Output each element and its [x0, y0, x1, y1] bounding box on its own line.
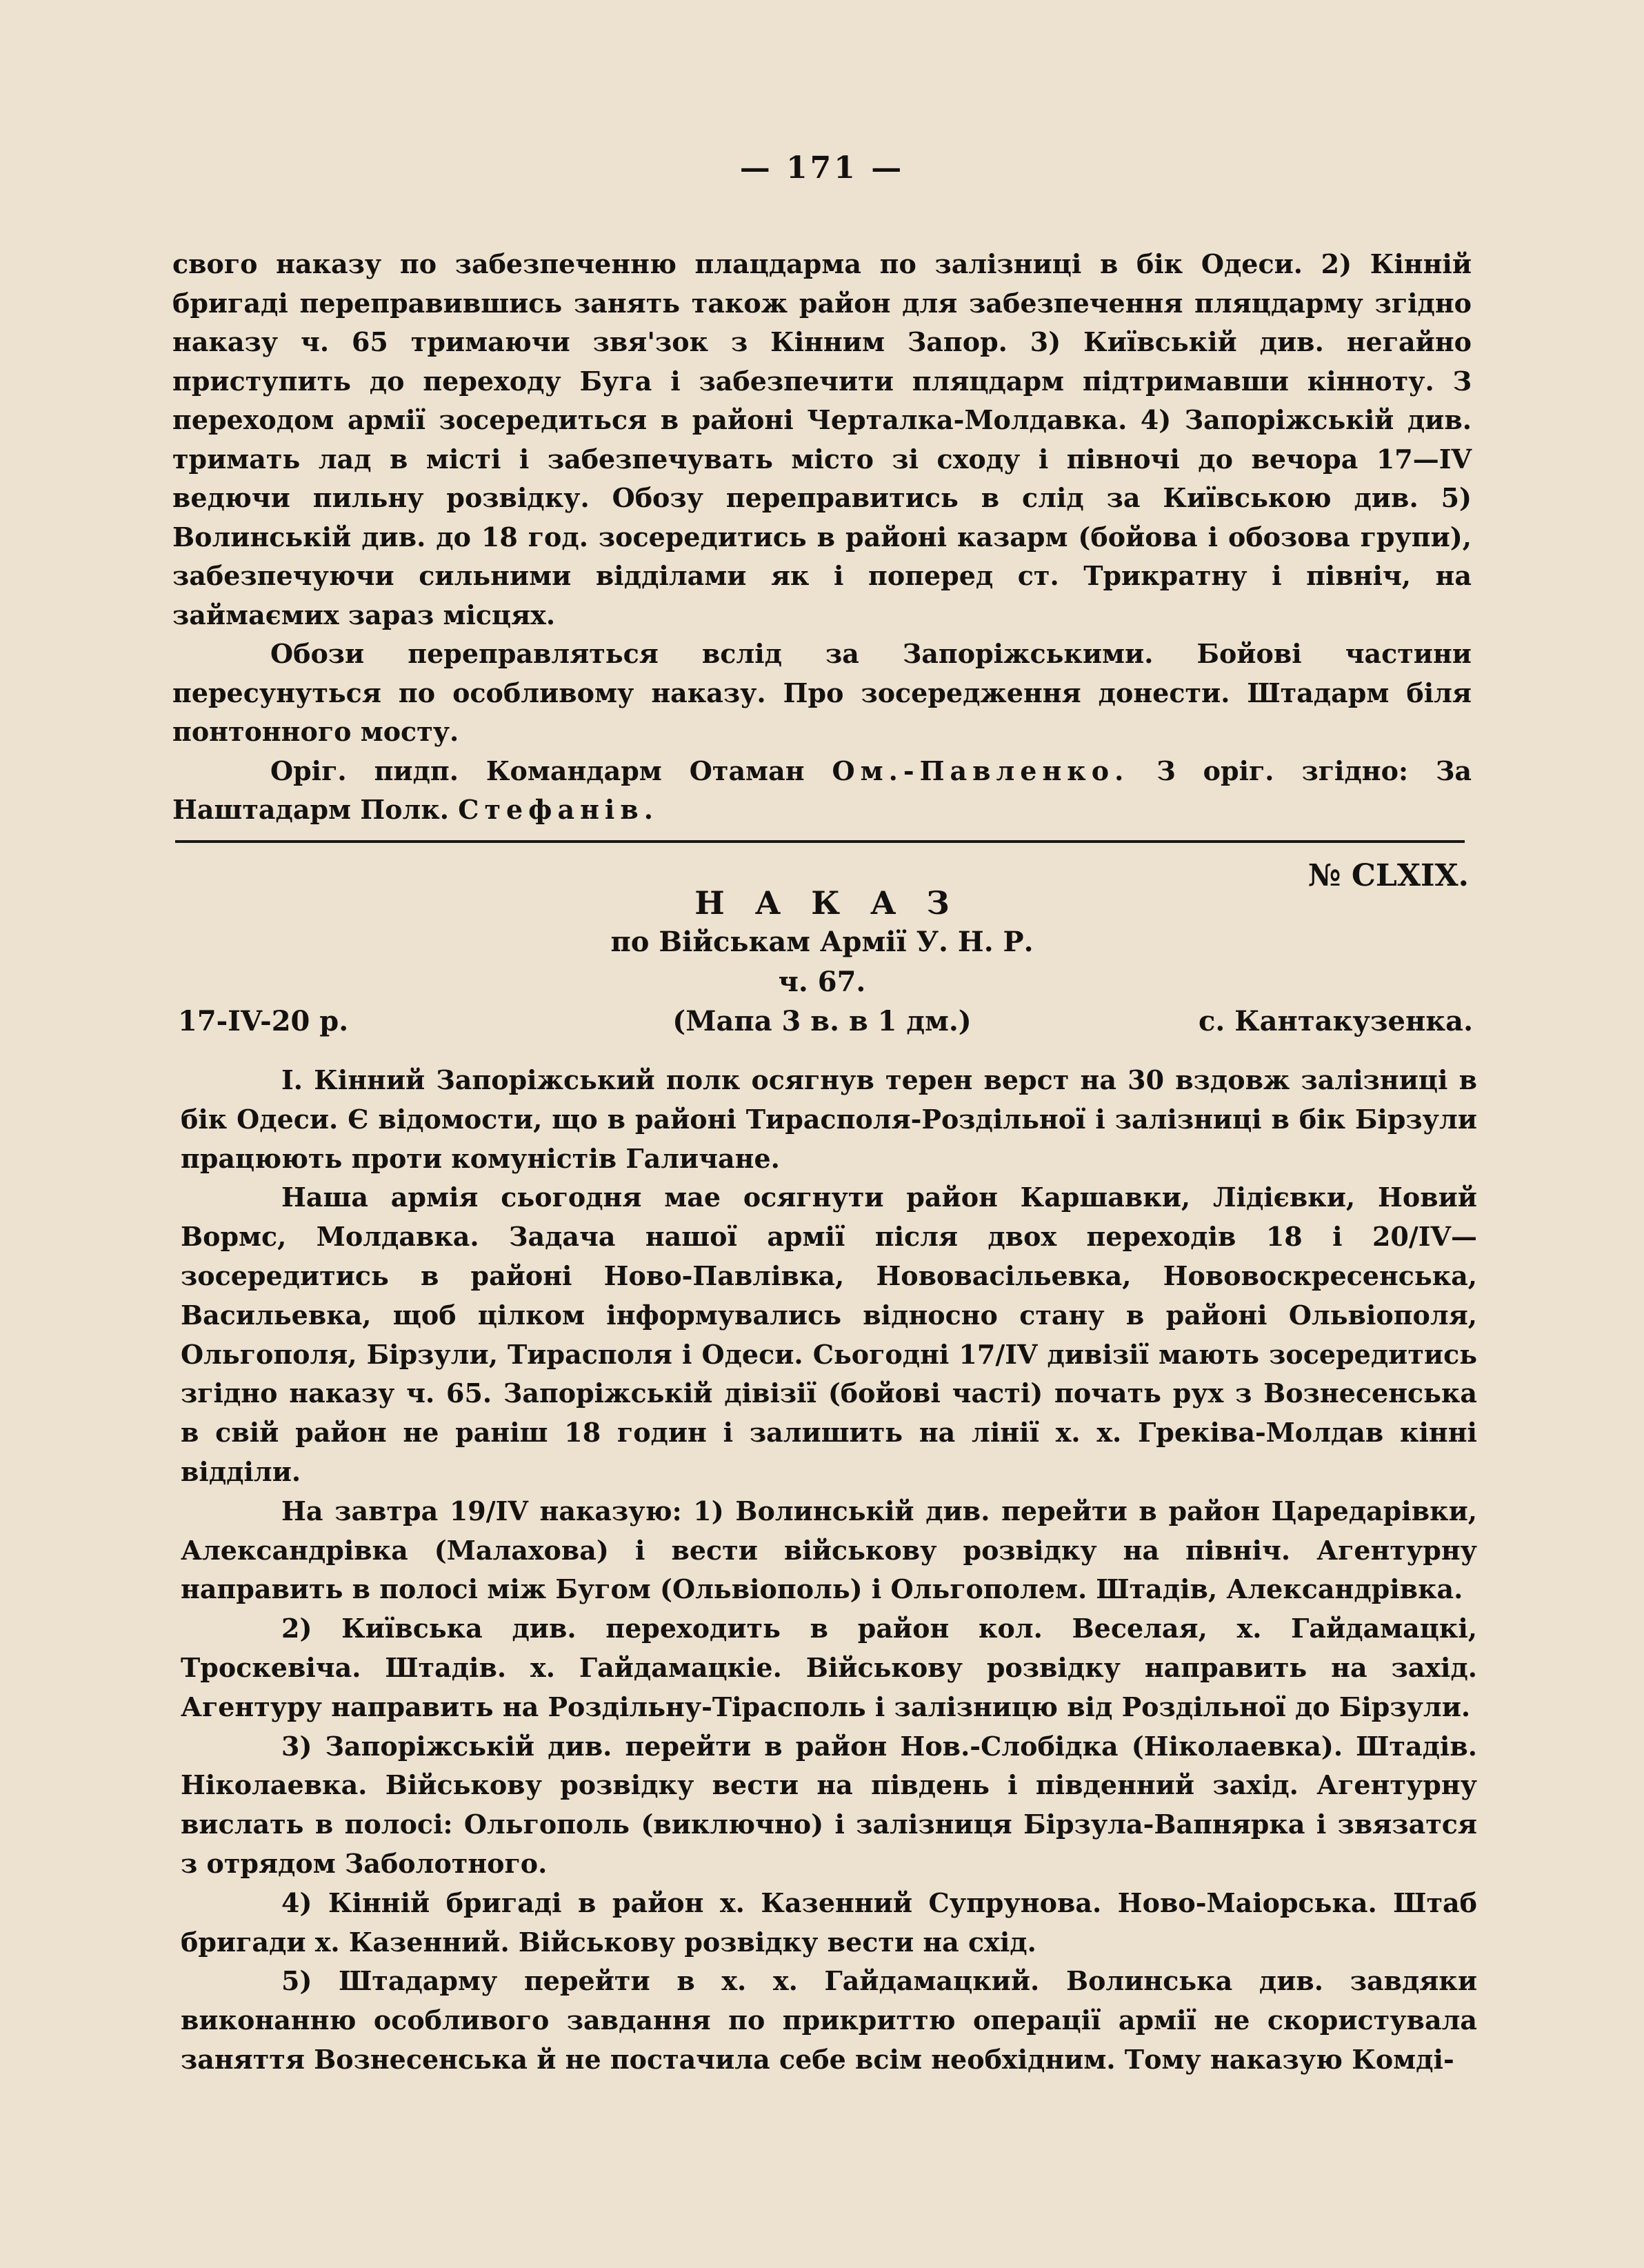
order-body: [181, 1061, 1477, 2080]
signatory-name: Ом.-Павленко.: [832, 755, 1130, 786]
paragraph: 4) Кінній бригаді в район х. Казенний Супрунова. Ново-Маіорська. Штаб бригади х. Казенний. Військову розвідку вести на схід.: [181, 1887, 1477, 1958]
order-map: (Мапа 3 в. в 1 дм.): [672, 1005, 972, 1037]
page-number: — 171 —: [739, 150, 905, 186]
order-number: № CLXIX.: [1307, 858, 1469, 893]
paragraph: свого наказу по забезпеченню плацдарма по залізниці в бік Одеси. 2) Кінній бригаді переправившись занять також район для забезпечення пляцдарму згідно наказу ч. 65 тримаючи звя'зок з Кінним Запор. 3) Київській див. негайно приступить до переходу Буга і забезпечити пляцдарм підтримавши кінноту. З переходом армії зосередиться в районі Черталка-Молдавка. 4) Запоріжській див. тримать лад в місті і забезпечувать місто зі сходу і півночі до вечора 17—IV ведючи пильну розвідку. Обозу переправитись в слід за Київською див. 5) Волинській див. до 18 год. зосередитись в районі казарм (бойова і обозова групи), забезпечуючи сильними відділами як і поперед ст. Трикратну і північ, на займаємих зараз місцях.: [172, 248, 1472, 630]
signature-text: З оріг. згідно: За Наштадарм Полк.: [172, 755, 1472, 825]
paragraph: 2) Київська див. переходить в район кол. Веселая, х. Гайдамацкі, Троскевіча. Штадів. х. Гайдамацкіе. Військову розвідку направить на захід. Агентуру направить на Роздільну-Тірасполь і залізницю від Роздільної до Бірзули.: [181, 1613, 1477, 1722]
paragraph: На завтра 19/IV наказую: 1) Волинській див. перейти в район Царедарівки, Александрівка (Малахова) і вести військову розвідку на північ. Агентурну направить в полосі між Бугом (Ольвіополь) і Ольгополем. Штадів, Александрівка.: [181, 1495, 1477, 1605]
paragraph: 3) Запоріжській див. перейти в район Нов.-Слобідка (Ніколаевка). Штадів. Ніколаевка. Військову розвідку вести на південь і південний захід. Агентурну вислать в полосі: Ольгополь (виключно) і залізниця Бірзула-Вапнярка і звязатся з отрядом Заболотного.: [181, 1730, 1477, 1879]
signature-text: Оріг. пидп. Командарм Отаман: [270, 755, 832, 786]
paragraph: I. Кінний Запоріжський полк осягнув терен верст на 30 вздовж залізниці в бік Одеси. Є відомости, що в районі Тирасполя-Роздільної і залізниці в бік Бірзули працюють проти комуністів Галичане.: [181, 1064, 1477, 1174]
paragraph: Обози переправляться вслід за Запоріжськими. Бойові частини пересунуться по особливому наказу. Про зосередження донести. Штадарм біля понтонного мосту.: [172, 638, 1472, 747]
order-date: 17-IV-20 р.: [178, 1005, 349, 1037]
previous-order-continuation: [172, 245, 1472, 830]
paragraph: Наша армія сьогодня мае осягнути район Каршавки, Лідієвки, Новий Вормс, Молдавка. Задача нашої армії після двох переходів 18 і 20/IV—зосередитись в районі Ново-Павлівка, Нововасільевка, Нововоскресенська, Васильевка, щоб цілком інформувались відносно стану в районі Ольвіополя, Ольгополя, Бірзули, Тирасполя і Одеси. Сьогодні 17/IV дивізії мають зосередитись згідно наказу ч. 65. Запоріжській дівізії (бойові часті) почать рух з Вознесенська в свій район не раніш 18 годин і залишить на лінії х. х. Греківа-Молдав кінні відділи.: [181, 1182, 1477, 1487]
order-subtitle: по Військам Армії У. Н. Р.: [610, 926, 1034, 958]
section-divider: [175, 840, 1465, 843]
order-title: НАКАЗ: [694, 884, 980, 922]
signatory-name: Стефанів.: [458, 794, 659, 825]
order-part: ч. 67.: [778, 966, 866, 998]
order-place: с. Кантакузенка.: [1199, 1005, 1473, 1037]
paragraph: 5) Штадарму перейти в х. х. Гайдамацкий. Волинська див. завдяки виконанню особливого завдання по прикриттю операції армії не скористувала заняття Вознесенська й не постачила себе всім необхідним. Тому наказую Комді-: [181, 1965, 1477, 2075]
signature-paragraph: [172, 752, 1472, 830]
